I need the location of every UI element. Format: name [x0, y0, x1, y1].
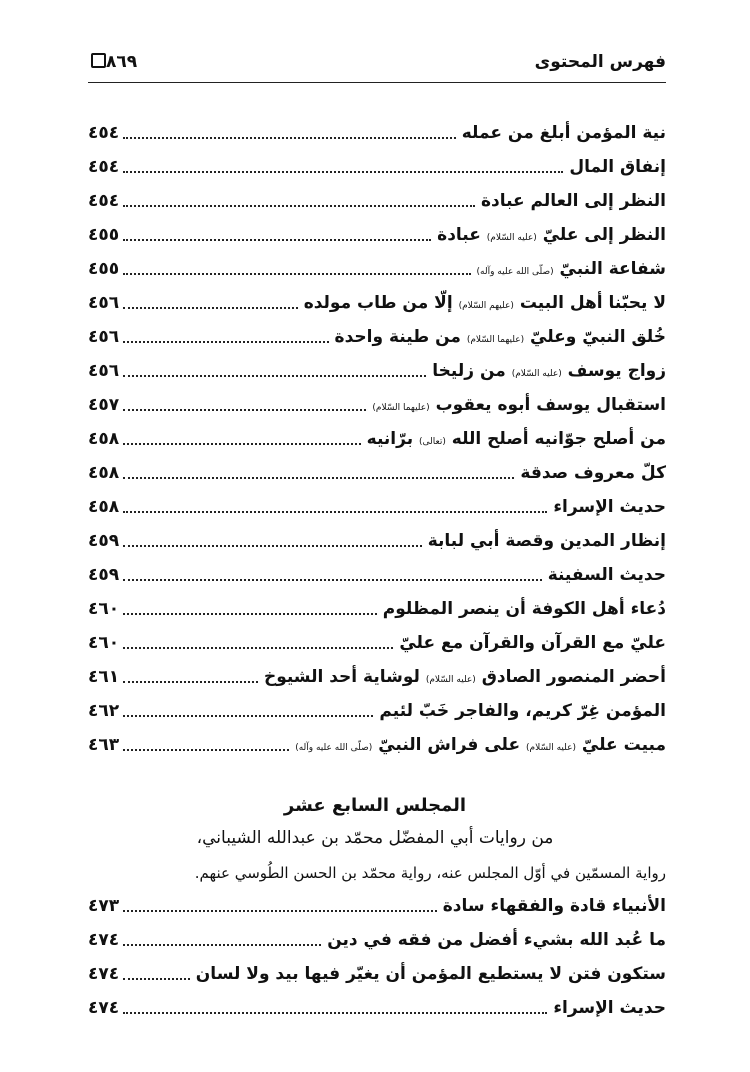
toc-entry: [88, 524, 666, 558]
dot-leader: [123, 205, 475, 207]
entry-page-number: ٤٥٥: [88, 225, 120, 245]
entry-title: المؤمن غِرّ كريم، والفاجر خَبّ لئيم: [379, 701, 666, 721]
dot-leader: [123, 443, 361, 445]
entry-title: الأنبياء قادة والفقهاء سادة: [442, 896, 666, 916]
entry-title: كلّ معروف صدقة: [520, 463, 666, 483]
honorific: (عليه السّلام): [526, 743, 576, 753]
dot-leader: [123, 511, 547, 513]
toc-list-b: [88, 889, 666, 1025]
dot-leader: [123, 749, 289, 751]
entry-page-number: ٤٦٠: [88, 633, 120, 653]
entry-page-number: ٤٦٢: [88, 701, 120, 721]
honorific: (صلّى الله عليه وآله): [476, 267, 554, 277]
toc-entry: [88, 889, 666, 923]
dot-leader: [123, 273, 470, 275]
honorific: (عليهما السّلام): [466, 335, 525, 345]
entry-title: حديث الإسراء: [553, 497, 666, 517]
header-rule: [88, 82, 666, 83]
entry-title: دُعاء أهل الكوفة أن ينصر المظلوم: [382, 599, 666, 619]
page-number-text: ٨٦٩: [106, 52, 138, 72]
entry-title: مبيت عليّ (عليه السّلام) على فراش النبيّ (صلّى الله عليه وآله): [295, 735, 666, 755]
dot-leader: [123, 579, 542, 581]
entry-title: حديث الإسراء: [553, 998, 666, 1018]
honorific: (صلّى الله عليه وآله): [295, 743, 373, 753]
dot-leader: [123, 613, 377, 615]
entry-page-number: ٤٧٤: [88, 998, 120, 1018]
entry-title: ستكون فتن لا يستطيع المؤمن أن يغيّر فيها بيد ولا لسان: [195, 964, 666, 984]
entry-page-number: ٤٥٧: [88, 395, 120, 415]
dot-leader: [123, 307, 298, 309]
dot-leader: [123, 375, 426, 377]
toc-entry: [88, 694, 666, 728]
dot-leader: [123, 341, 328, 343]
dot-leader: [123, 1012, 547, 1014]
page-box-icon: [91, 53, 106, 68]
toc-entry: [88, 354, 666, 388]
toc-entry: [88, 320, 666, 354]
toc-list-a: [88, 116, 666, 762]
entry-title: ما عُبد الله بشيء أفضل من فقه في دين: [327, 930, 666, 950]
dot-leader: [123, 681, 258, 683]
dot-leader: [123, 715, 373, 717]
entry-page-number: ٤٦٠: [88, 599, 120, 619]
entry-page-number: ٤٦٣: [88, 735, 120, 755]
honorific: (عليهم السّلام): [458, 301, 514, 311]
entry-page-number: ٤٥٦: [88, 361, 120, 381]
toc-entry: [88, 116, 666, 150]
toc-entry: [88, 923, 666, 957]
page-number: [88, 52, 137, 72]
toc-entry: [88, 422, 666, 456]
toc-entry: [88, 218, 666, 252]
running-title: فهرس المحتوى: [534, 52, 666, 72]
honorific: (تعالى): [419, 437, 446, 447]
section-subtitle: من روايات أبي المفضّل محمّد بن عبدالله الشيباني،: [196, 828, 554, 848]
toc-entry: [88, 286, 666, 320]
toc-entry: [88, 626, 666, 660]
dot-leader: [123, 978, 190, 980]
entry-page-number: ٤٧٣: [88, 896, 120, 916]
entry-page-number: ٤٧٤: [88, 964, 120, 984]
entry-title: من أصلح جوّانيه أصلح الله (تعالى) برّانيه: [366, 429, 666, 449]
section-title: المجلس السابع عشر: [283, 795, 467, 816]
toc-entry: [88, 991, 666, 1025]
toc-entry: [88, 660, 666, 694]
entry-page-number: ٤٥٨: [88, 497, 120, 517]
toc-entry: [88, 150, 666, 184]
page-header: [88, 44, 666, 78]
entry-title: استقبال يوسف أبوه يعقوب (عليهما السّلام): [372, 395, 666, 415]
toc-entry: [88, 456, 666, 490]
entry-title: عليّ مع القرآن والقرآن مع عليّ: [399, 633, 666, 653]
entry-title: نية المؤمن أبلغ من عمله: [461, 123, 666, 143]
toc-entry: [88, 957, 666, 991]
entry-title: إنفاق المال: [569, 157, 666, 177]
dot-leader: [123, 239, 431, 241]
toc-entry: [88, 558, 666, 592]
toc-entry: [88, 388, 666, 422]
entry-page-number: ٤٦١: [88, 667, 120, 687]
entry-title: زواج يوسف (عليه السّلام) من زليخا: [432, 361, 666, 381]
entry-title: أحضر المنصور الصادق (عليه السّلام) لوشاية أحد الشيوخ: [263, 667, 666, 687]
section-note: رواية المسمّين في أوّل المجلس عنه، رواية محمّد بن الحسن الطُوسي عنهم.: [194, 864, 666, 882]
dot-leader: [123, 944, 321, 946]
dot-leader: [123, 477, 514, 479]
honorific: (عليه السّلام): [486, 233, 537, 243]
dot-leader: [123, 910, 437, 912]
entry-page-number: ٤٥٤: [88, 191, 120, 211]
honorific: (عليه السّلام): [511, 369, 562, 379]
dot-leader: [123, 171, 563, 173]
entry-title: إنظار المدين وقصة أبي لبابة: [427, 531, 666, 551]
entry-title: النظر إلى عليّ (عليه السّلام) عبادة: [437, 225, 666, 245]
entry-title: خُلق النبيّ وعليّ (عليهما السّلام) من طينة واحدة: [334, 327, 666, 347]
honorific: (عليهما السّلام): [372, 403, 430, 413]
toc-entry: [88, 592, 666, 626]
entry-page-number: ٤٥٦: [88, 327, 120, 347]
entry-page-number: ٤٥٦: [88, 293, 120, 313]
entry-title: حديث السفينة: [547, 565, 666, 585]
entry-page-number: ٤٥٩: [88, 531, 120, 551]
toc-entry: [88, 490, 666, 524]
entry-page-number: ٤٥٩: [88, 565, 120, 585]
toc-entry: [88, 728, 666, 762]
entry-page-number: ٤٧٤: [88, 930, 120, 950]
entry-title: لا يحبّنا أهل البيت (عليهم السّلام) إلّا من طاب مولده: [303, 293, 666, 313]
entry-title: النظر إلى العالم عبادة: [480, 191, 666, 211]
entry-page-number: ٤٥٨: [88, 429, 120, 449]
toc-entry: [88, 184, 666, 218]
entry-title: شفاعة النبيّ (صلّى الله عليه وآله): [476, 259, 666, 279]
entry-page-number: ٤٥٥: [88, 259, 120, 279]
entry-page-number: ٤٥٤: [88, 157, 120, 177]
entry-page-number: ٤٥٤: [88, 123, 120, 143]
dot-leader: [123, 137, 456, 139]
dot-leader: [123, 545, 422, 547]
entry-page-number: ٤٥٨: [88, 463, 120, 483]
dot-leader: [123, 647, 393, 649]
dot-leader: [123, 409, 366, 411]
honorific: (عليه السّلام): [425, 675, 476, 685]
toc-entry: [88, 252, 666, 286]
